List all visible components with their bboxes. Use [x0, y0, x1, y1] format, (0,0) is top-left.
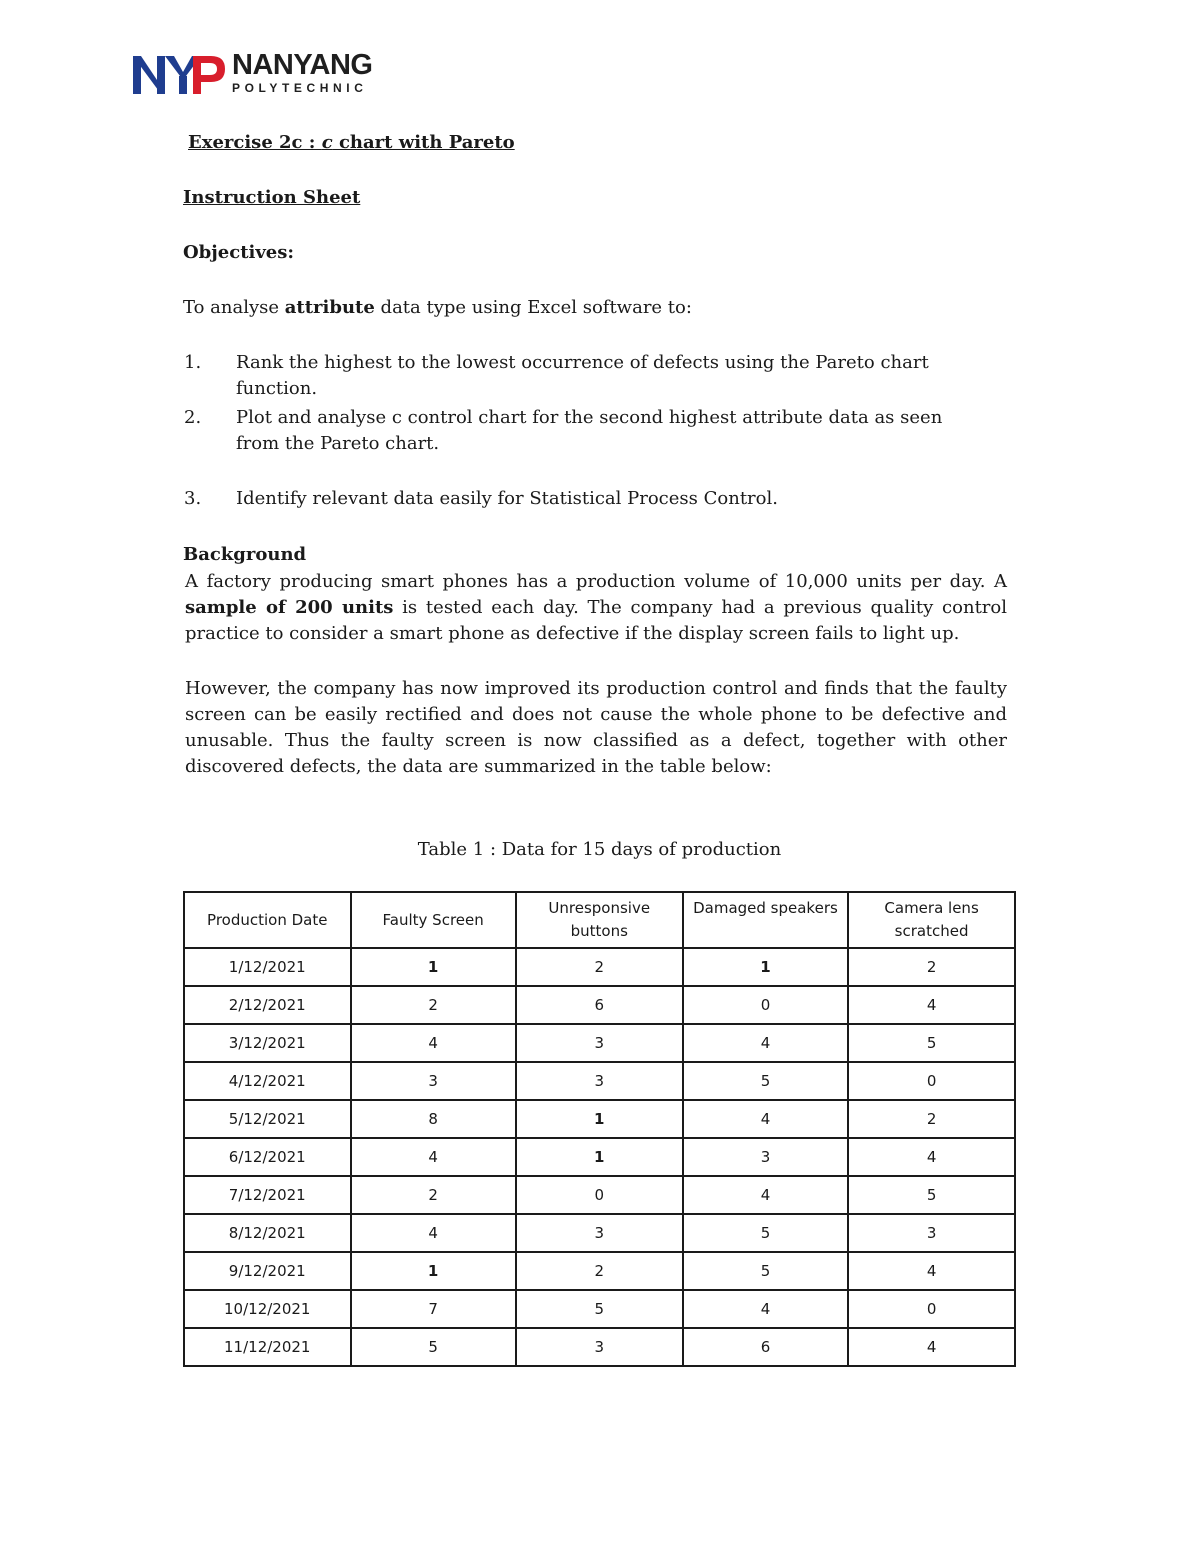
background-heading: Background [183, 544, 307, 565]
defect-count-cell: 3 [516, 1214, 683, 1252]
defect-count-cell: 5 [848, 1176, 1015, 1214]
objective-number: 3. [184, 488, 202, 509]
production-date-cell: 7/12/2021 [184, 1176, 351, 1214]
production-date-cell: 1/12/2021 [184, 948, 351, 986]
objective-text: Identify relevant data easily for Statistical Process Control. [236, 488, 778, 509]
logo-subname: POLYTECHNIC [232, 81, 368, 95]
background-paragraph-1: A factory producing smart phones has a production volume of 10,000 units per day. A sample of 200 units is tested each day. The company had a previous quality control practice to consider a smart phone as defective if the display screen fails to light up. [185, 571, 1007, 644]
defect-count-cell: 1 [683, 948, 848, 986]
defect-count-cell: 1 [516, 1100, 683, 1138]
document-subtitle: Instruction Sheet [183, 187, 361, 208]
table-row [184, 1214, 1015, 1252]
production-date-cell: 10/12/2021 [184, 1290, 351, 1328]
defects-table [183, 891, 1016, 1367]
defect-count-cell: 3 [516, 1024, 683, 1062]
defect-count-cell: 4 [683, 1100, 848, 1138]
defect-count-cell: 2 [351, 1176, 516, 1214]
defect-count-cell: 4 [351, 1214, 516, 1252]
table-caption: Table 1 : Data for 15 days of production [417, 839, 782, 860]
defect-count-cell: 4 [848, 1138, 1015, 1176]
production-date-cell: 6/12/2021 [184, 1138, 351, 1176]
objective-text: Rank the highest to the lowest occurrence of defects using the Pareto chart function. [236, 352, 929, 399]
defect-count-cell: 3 [848, 1214, 1015, 1252]
defect-count-cell: 4 [683, 1176, 848, 1214]
defect-count-cell: 5 [351, 1328, 516, 1366]
defect-count-cell: 5 [848, 1024, 1015, 1062]
column-header: Production Date [184, 892, 351, 948]
production-date-cell: 5/12/2021 [184, 1100, 351, 1138]
objectives-intro: To analyse attribute data type using Excel software to: [183, 297, 692, 318]
defect-count-cell: 0 [848, 1290, 1015, 1328]
background-paragraph-2: However, the company has now improved its production control and finds that the faulty screen can be easily rectified and does not cause the whole phone to be defective and unusable. Thus the faulty screen is now classified as a defect, together with other discovered defects, the data are summarized in the table below: [185, 678, 1007, 777]
table-row [184, 1252, 1015, 1290]
defect-count-cell: 4 [683, 1024, 848, 1062]
nyp-logo-mark [131, 50, 227, 100]
defect-count-cell: 5 [683, 1214, 848, 1252]
defect-count-cell: 0 [848, 1062, 1015, 1100]
defect-count-cell: 4 [351, 1138, 516, 1176]
defect-count-cell: 4 [848, 1252, 1015, 1290]
column-header: Faulty Screen [351, 892, 516, 948]
column-header: Camera lens scratched [848, 892, 1015, 948]
defect-count-cell: 1 [516, 1138, 683, 1176]
defect-count-cell: 0 [516, 1176, 683, 1214]
document-title: Exercise 2c : c chart with Pareto [188, 132, 515, 153]
defect-count-cell: 8 [351, 1100, 516, 1138]
objective-number: 2. [184, 407, 202, 428]
defect-count-cell: 2 [516, 1252, 683, 1290]
table-header-row [184, 892, 1015, 948]
table-row [184, 948, 1015, 986]
defect-count-cell: 2 [351, 986, 516, 1024]
production-date-cell: 8/12/2021 [184, 1214, 351, 1252]
logo-name: NANYANG [232, 49, 373, 81]
defect-count-cell: 3 [516, 1328, 683, 1366]
defect-count-cell: 2 [516, 948, 683, 986]
table-row [184, 1138, 1015, 1176]
defect-count-cell: 2 [848, 1100, 1015, 1138]
defect-count-cell: 4 [848, 1328, 1015, 1366]
table-row [184, 1290, 1015, 1328]
defect-count-cell: 2 [848, 948, 1015, 986]
table-row [184, 1062, 1015, 1100]
defect-count-cell: 5 [683, 1062, 848, 1100]
defect-count-cell: 3 [683, 1138, 848, 1176]
production-date-cell: 3/12/2021 [184, 1024, 351, 1062]
objective-text: Plot and analyse c control chart for the second highest attribute data as seen from the Pareto chart. [236, 407, 943, 454]
production-date-cell: 2/12/2021 [184, 986, 351, 1024]
defect-count-cell: 4 [351, 1024, 516, 1062]
defect-count-cell: 7 [351, 1290, 516, 1328]
objectives-heading: Objectives: [183, 242, 295, 263]
table-row [184, 1024, 1015, 1062]
table-row [184, 986, 1015, 1024]
production-date-cell: 4/12/2021 [184, 1062, 351, 1100]
defect-count-cell: 6 [683, 1328, 848, 1366]
defect-count-cell: 5 [516, 1290, 683, 1328]
defect-count-cell: 3 [351, 1062, 516, 1100]
defect-count-cell: 6 [516, 986, 683, 1024]
defect-count-cell: 5 [683, 1252, 848, 1290]
defect-count-cell: 1 [351, 1252, 516, 1290]
defect-count-cell: 1 [351, 948, 516, 986]
defect-count-cell: 3 [516, 1062, 683, 1100]
objective-number: 1. [184, 352, 202, 373]
production-date-cell: 11/12/2021 [184, 1328, 351, 1366]
table-row [184, 1176, 1015, 1214]
defect-count-cell: 4 [848, 986, 1015, 1024]
defect-count-cell: 0 [683, 986, 848, 1024]
nyp-logo [131, 49, 373, 100]
table-row [184, 1328, 1015, 1366]
table-row [184, 1100, 1015, 1138]
defect-count-cell: 4 [683, 1290, 848, 1328]
column-header: Damaged speakers [683, 892, 848, 948]
column-header: Unresponsive buttons [516, 892, 683, 948]
production-date-cell: 9/12/2021 [184, 1252, 351, 1290]
